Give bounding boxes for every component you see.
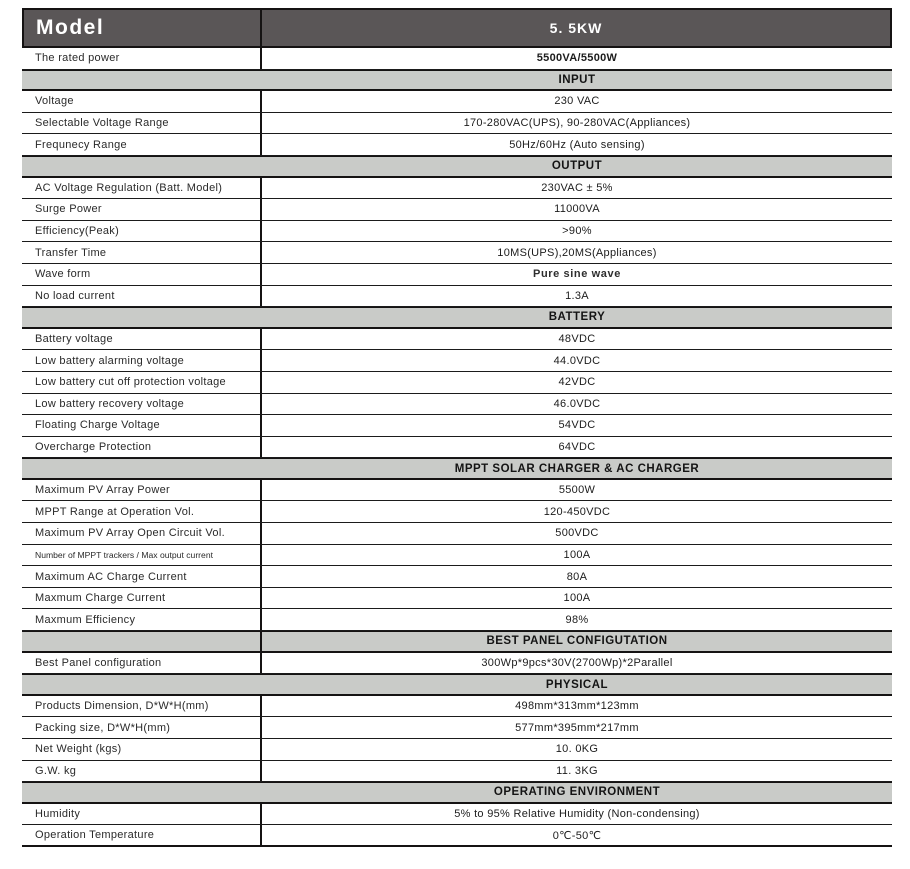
spec-value: 5% to 95% Relative Humidity (Non-condensing) (454, 808, 700, 821)
spec-label: Efficiency(Peak) (22, 221, 262, 242)
spec-row (22, 113, 892, 135)
spec-row (22, 199, 892, 221)
spec-label: Low battery recovery voltage (22, 394, 262, 415)
spec-label: Packing size, D*W*H(mm) (22, 717, 262, 738)
spec-label: AC Voltage Regulation (Batt. Model) (22, 178, 262, 199)
spec-label: Humidity (22, 804, 262, 825)
spec-row (22, 739, 892, 761)
spec-row (22, 545, 892, 567)
spec-table (22, 8, 892, 847)
spec-label: Maxmum Efficiency (22, 609, 262, 630)
spec-value: 46.0VDC (553, 397, 601, 410)
spec-label: Low battery alarming voltage (22, 350, 262, 371)
spec-row (22, 717, 892, 739)
spec-label: MPPT Range at Operation Vol. (22, 501, 262, 522)
spec-row (22, 178, 892, 200)
spec-value: 10MS(UPS),20MS(Appliances) (497, 246, 657, 259)
spec-row (22, 437, 892, 459)
spec-row (22, 609, 892, 631)
spec-row (22, 696, 892, 718)
spec-value: 11000VA (554, 203, 600, 216)
spec-value: 100A (563, 548, 591, 561)
spec-row (22, 221, 892, 243)
spec-row (22, 523, 892, 545)
spec-value: 230 VAC (554, 95, 600, 108)
spec-row (22, 480, 892, 502)
spec-value: 48VDC (558, 333, 596, 346)
spec-value: 98% (565, 613, 589, 626)
section-row (22, 782, 892, 804)
spec-row (22, 372, 892, 394)
spec-value: 577mm*395mm*217mm (515, 721, 639, 734)
spec-value: 0℃-50℃ (552, 829, 602, 842)
section-row (22, 458, 892, 480)
spec-label: Battery voltage (22, 329, 262, 350)
spec-value: 500VDC (555, 527, 599, 540)
spec-row (22, 264, 892, 286)
spec-label: Maximum AC Charge Current (22, 566, 262, 587)
spec-value: 54VDC (558, 419, 596, 432)
section-spacer (22, 459, 262, 478)
section-title: BATTERY (548, 311, 606, 324)
spec-label: Maximum PV Array Power (22, 480, 262, 501)
spec-label: Surge Power (22, 199, 262, 220)
spec-value: 100A (563, 592, 591, 605)
spec-row (22, 566, 892, 588)
section-spacer (22, 783, 262, 802)
spec-label: Overcharge Protection (22, 437, 262, 458)
spec-label: Voltage (22, 91, 262, 112)
spec-value: Pure sine wave (533, 268, 621, 281)
spec-label: Wave form (22, 264, 262, 285)
spec-label: Frequnecy Range (22, 134, 262, 155)
section-title: OPERATING ENVIRONMENT (493, 786, 661, 799)
spec-value: 11. 3KG (556, 764, 598, 777)
spec-value: 230VAC ± 5% (541, 181, 613, 194)
spec-row (22, 48, 892, 70)
section-row (22, 156, 892, 178)
section-title: BEST PANEL CONFIGUTATION (486, 635, 668, 648)
spec-value: 64VDC (558, 440, 596, 453)
model-value-cell: 5. 5KW (549, 20, 603, 36)
spec-label: Low battery cut off protection voltage (22, 372, 262, 393)
model-header-cell: Model (24, 10, 262, 46)
spec-value: >90% (562, 225, 592, 238)
section-spacer (22, 675, 262, 694)
section-spacer (22, 632, 262, 651)
spec-value: 10. 0KG (555, 743, 599, 756)
spec-row (22, 804, 892, 826)
section-spacer (22, 157, 262, 176)
spec-value: 120-450VDC (543, 505, 611, 518)
section-spacer (22, 308, 262, 327)
spec-row (22, 653, 892, 675)
spec-row (22, 329, 892, 351)
section-row (22, 674, 892, 696)
spec-label: Best Panel configuration (22, 653, 262, 674)
spec-value: 1.3A (565, 289, 589, 302)
spec-value: 498mm*313mm*123mm (515, 700, 639, 713)
spec-label: Floating Charge Voltage (22, 415, 262, 436)
spec-label: Operation Temperature (22, 825, 262, 845)
spec-table-rows (22, 48, 892, 847)
spec-label: No load current (22, 286, 262, 307)
spec-row (22, 350, 892, 372)
spec-value: 80A (566, 570, 588, 583)
spec-label: Products Dimension, D*W*H(mm) (22, 696, 262, 717)
spec-value: 5500W (558, 484, 596, 497)
section-title: PHYSICAL (545, 678, 609, 691)
spec-value: 170-280VAC(UPS), 90-280VAC(Appliances) (463, 117, 691, 130)
section-row (22, 70, 892, 92)
spec-value: 300Wp*9pcs*30V(2700Wp)*2Parallel (481, 656, 673, 669)
spec-label: Transfer Time (22, 242, 262, 263)
spec-label: Net Weight (kgs) (22, 739, 262, 760)
spec-row (22, 394, 892, 416)
spec-label: Maximum PV Array Open Circuit Vol. (22, 523, 262, 544)
section-title: MPPT SOLAR CHARGER & AC CHARGER (454, 462, 700, 475)
spec-row (22, 242, 892, 264)
spec-label: G.W. kg (22, 761, 262, 782)
table-header-row (22, 8, 892, 48)
spec-label: Maxmum Charge Current (22, 588, 262, 609)
spec-label: Number of MPPT trackers / Max output current (22, 545, 262, 566)
section-title: OUTPUT (551, 160, 603, 173)
spec-row (22, 501, 892, 523)
spec-row (22, 415, 892, 437)
section-row (22, 307, 892, 329)
spec-value: 42VDC (558, 376, 596, 389)
spec-value: 44.0VDC (553, 354, 601, 367)
spec-row (22, 825, 892, 847)
spec-row (22, 91, 892, 113)
spec-row (22, 588, 892, 610)
spec-row (22, 286, 892, 308)
section-title: INPUT (558, 73, 596, 86)
section-spacer (22, 71, 262, 90)
spec-value: 5500VA/5500W (536, 52, 618, 65)
section-row (22, 631, 892, 653)
spec-label: The rated power (22, 48, 262, 69)
spec-value: 50Hz/60Hz (Auto sensing) (509, 138, 645, 151)
spec-row (22, 761, 892, 783)
spec-label: Selectable Voltage Range (22, 113, 262, 134)
spec-row (22, 134, 892, 156)
